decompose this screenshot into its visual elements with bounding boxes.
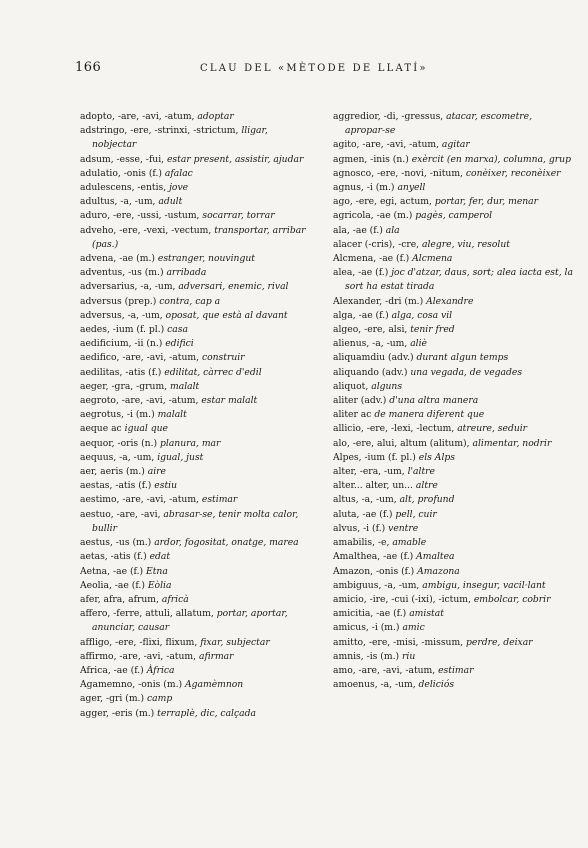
entry-definition: anyell [397,182,426,194]
dictionary-entry [333,337,573,351]
entry-headword: aliquamdiu (adv.) [333,352,417,364]
entry-headword: aestas, -atis (f.) [80,480,155,492]
dictionary-entry [333,437,573,451]
dictionary-entry [80,536,315,550]
entry-definition: Amaltea [416,551,455,563]
entry-definition: arribada [166,267,207,279]
entry-definition: pell, cuir [395,508,437,520]
entry-definition: portar, fer, dur, menar [434,196,539,208]
dictionary-entry [333,493,573,507]
dictionary-entry [80,280,315,294]
dictionary-entry [333,451,573,465]
entry-headword: aliter (adv.) [333,395,390,407]
entry-headword: ago, -ere, egi, actum, [333,196,435,208]
entry-headword: agger, -eris (m.) [80,707,158,719]
dictionary-entry [333,138,573,152]
dictionary-entry [333,209,573,223]
entry-definition: amistat [409,608,444,620]
entry-headword: alga, -ae (f.) [333,309,392,321]
entry-definition: malalt [157,409,187,421]
entry-definition: Alexandre [426,295,474,307]
dictionary-entry [80,408,315,422]
entry-definition: l'altre [407,466,435,478]
entry-headword: ambiguus, -a, -um, [333,579,423,591]
entry-definition: edilitat, càrrec d'edil [164,366,262,378]
entry-headword: amitto, -ere, -misi, -missum, [333,636,466,648]
entry-definition: Àfrica [146,664,175,676]
entry-definition: ambigu, insegur, vacil·lant [422,579,546,591]
entry-headword: algeo, -ere, alsi, [333,324,411,336]
dictionary-entry [333,380,573,394]
dictionary-entry [333,351,573,365]
entry-definition: ardor, fogositat, onatge, marea [154,537,299,549]
dictionary-entry [80,209,315,223]
entry-headword: alienus, -a, -um, [333,338,411,350]
dictionary-entry [80,422,315,436]
entry-headword: aduro, -ere, -ussi, -ustum, [80,210,203,222]
entry-headword: Alexander, -dri (m.) [333,295,427,307]
right-column [333,110,573,692]
entry-definition: aliè [410,338,427,350]
entry-headword: adventus, -us (m.) [80,267,167,279]
entry-headword: Amazon, -onis (f.) [333,565,418,577]
entry-headword: adsum, -esse, -fui, [80,153,167,165]
entry-definition: deliciós [418,679,455,691]
entry-definition: riu [402,650,416,662]
dictionary-entry [333,565,573,579]
dictionary-entry [333,394,573,408]
entry-definition: socarrar, torrar [202,210,275,222]
dictionary-entry [333,650,573,664]
entry-definition: alegre, viu, resolut [422,238,510,250]
entry-definition: edat [149,551,171,563]
entry-definition: altre [415,480,438,492]
entry-headword: amicitia, -ae (f.) [333,608,410,620]
entry-definition: abrasar-se, tenir molta calor, bullir [92,508,299,534]
entry-headword: amnis, -is (m.) [333,650,403,662]
entry-headword: adulatio, -onis (f.) [80,167,165,179]
dictionary-entry [333,678,573,692]
dictionary-entry [80,565,315,579]
dictionary-entry [80,181,315,195]
dictionary-entry [80,153,315,167]
left-column [80,110,315,721]
dictionary-entry [80,692,315,706]
entry-headword: amo, -are, -avi, -atum, [333,664,439,676]
dictionary-entry [80,124,315,152]
dictionary-entry [333,636,573,650]
entry-headword: aestus, -us (m.) [80,537,155,549]
dictionary-entry [333,153,573,167]
dictionary-entry [333,266,573,294]
dictionary-entry [80,493,315,507]
entry-definition: igual, just [157,451,204,463]
entry-definition: jove [169,182,189,194]
dictionary-entry [333,110,573,138]
entry-definition: amic [402,622,425,634]
dictionary-entry [80,451,315,465]
entry-headword: amicio, -ire, -cui (-ixi), -ictum, [333,593,474,605]
entry-definition: adoptar [197,111,234,122]
entry-headword: adversus, -a, -um, [80,309,166,321]
dictionary-entry [80,707,315,721]
dictionary-entry [80,295,315,309]
entry-headword: affligo, -ere, -flixi, flixum, [80,636,201,648]
entry-definition: pagès, camperol [415,210,493,222]
page-number: 166 [75,60,102,75]
entry-headword: aedificium, -ii (n.) [80,338,166,350]
dictionary-entry [333,195,573,209]
dictionary-entry [333,295,573,309]
dictionary-entry [80,195,315,209]
entry-definition: malalt [170,380,200,392]
entry-headword: afer, afra, afrum, [80,593,162,605]
entry-definition: agitar [441,139,470,151]
entry-headword: aegroto, -are, -avi, -atum, [80,395,202,407]
entry-headword: aluta, -ae (f.) [333,508,396,520]
dictionary-entry [80,167,315,181]
entry-headword: aedifico, -are, -avi, -atum, [80,352,202,364]
entry-definition: lligar, nobjectar [92,125,268,151]
dictionary-entry [333,252,573,266]
entry-headword: alvus, -i (f.) [333,522,389,534]
entry-definition: d'una altra manera [389,395,479,407]
dictionary-entry [333,224,573,238]
entry-headword: altus, -a, -um, [333,494,400,506]
entry-headword: Alcmena, -ae (f.) [333,253,413,265]
dictionary-entry [80,309,315,323]
entry-definition: joc d'atzar, daus, sort; alea iacta est, la sort ha estat tirada [345,267,573,293]
entry-definition: els Alps [418,451,455,463]
entry-headword: aer, aeris (m.) [80,466,148,478]
dictionary-entry [80,437,315,451]
dictionary-entry [333,181,573,195]
dictionary-entry [80,579,315,593]
entry-definition: ventre [388,522,419,534]
entry-definition: afirmar [198,650,234,662]
entry-definition: alga, cosa vil [391,309,453,321]
entry-definition: amable [392,537,427,549]
entry-headword: amabilis, -e, [333,537,393,549]
entry-headword: adopto, -are, -avi, -atum, [80,111,198,122]
dictionary-entry [333,408,573,422]
entry-headword: amicus, -i (m.) [333,622,403,634]
entry-definition: de manera diferent que [374,409,485,421]
entry-headword: Amalthea, -ae (f.) [333,551,417,563]
dictionary-entry [333,536,573,550]
dictionary-entry [333,366,573,380]
entry-headword: advena, -ae (m.) [80,253,158,265]
entry-headword: aegrotus, -i (m.) [80,409,158,421]
dictionary-entry [333,479,573,493]
entry-headword: aliquando (adv.) [333,366,411,378]
dictionary-entry [80,465,315,479]
dictionary-entry [333,593,573,607]
entry-headword: agnus, -i (m.) [333,182,398,194]
entry-headword: affero, -ferre, attuli, allatum, [80,608,217,620]
entry-headword: aestuo, -are, -avi, [80,508,164,520]
entry-headword: Aetna, -ae (f.) [80,565,147,577]
entry-headword: ala, -ae (f.) [333,224,386,236]
dictionary-entry [80,252,315,266]
entry-headword: alter, -era, -um, [333,466,408,478]
entry-headword: adversus (prep.) [80,295,160,307]
entry-headword: aliquot, [333,380,372,392]
entry-headword: adstringo, -ere, -strinxi, -strictum, [80,125,242,137]
entry-definition: adult [158,196,183,208]
entry-definition: fixar, subjectar [200,636,270,648]
dictionary-entry [80,550,315,564]
entry-headword: adversarius, -a, -um, [80,281,179,293]
dictionary-entry [80,650,315,664]
entry-definition: igual que [124,423,168,435]
dictionary-entry [80,607,315,635]
dictionary-entry [333,508,573,522]
dictionary-entry [80,380,315,394]
dictionary-entry [80,636,315,650]
entry-headword: agito, -are, -avi, -atum, [333,139,442,151]
entry-definition: estimar [201,494,238,506]
entry-definition: transportar, arribar (pas.) [92,224,306,250]
dictionary-entry [333,607,573,621]
entry-definition: oposat, que està al davant [165,309,288,321]
entry-headword: aedes, -ium (f. pl.) [80,324,168,336]
entry-definition: afalac [164,167,193,179]
running-head: CLAU DEL «MÈTODE DE LLATÍ» [200,63,428,74]
entry-headword: affirmo, -are, -avi, -atum, [80,650,199,662]
entry-definition: adversari, enemic, rival [178,281,289,293]
entry-definition: alt, profund [399,494,455,506]
entry-definition: estranger, nouvingut [157,253,255,265]
entry-headword: Africa, -ae (f.) [80,664,147,676]
entry-definition: estar present, assistir, ajudar [167,153,304,165]
entry-definition: exèrcit (en marxa), columna, grup [411,153,571,165]
dictionary-entry [80,394,315,408]
entry-definition: tenir fred [410,324,455,336]
dictionary-entry [80,479,315,493]
entry-headword: aestimo, -are, -avi, -atum, [80,494,202,506]
dictionary-entry [333,579,573,593]
entry-headword: agricola, -ae (m.) [333,210,416,222]
entry-headword: Aeolia, -ae (f.) [80,579,148,591]
entry-headword: aequus, -a, -um, [80,451,158,463]
entry-headword: allicio, -ere, -lexi, -lectum, [333,423,458,435]
entry-headword: Agamemno, -onis (m.) [80,679,185,691]
entry-headword: amoenus, -a, -um, [333,679,419,691]
entry-headword: agnosco, -ere, -novi, -nitum, [333,167,466,179]
entry-headword: adultus, -a, -um, [80,196,159,208]
entry-definition: estimar [438,664,474,676]
dictionary-entry [333,238,573,252]
dictionary-entry [80,323,315,337]
entry-definition: edifici [165,338,194,350]
entry-definition: alimentar, nodrir [472,437,552,449]
dictionary-entry [333,664,573,678]
dictionary-entry [80,678,315,692]
entry-definition: terraplè, dic, calçada [157,707,256,719]
entry-headword: aetas, -atis (f.) [80,551,150,563]
entry-headword: adulescens, -entis, [80,182,170,194]
entry-headword: alo, -ere, alui, altum (alitum), [333,437,473,449]
entry-headword: aedilitas, -atis (f.) [80,366,165,378]
dictionary-entry [333,465,573,479]
entry-definition: embolcar, cobrir [473,593,551,605]
entry-definition: portar, aportar, anunciar, causar [92,608,288,634]
entry-headword: aeque ac [80,423,125,435]
entry-definition: construir [201,352,245,364]
dictionary-entry [80,366,315,380]
entry-definition: Agamèmnon [185,679,244,691]
entry-definition: atacar, escometre, apropar-se [345,111,533,137]
entry-headword: ager, -gri (m.) [80,693,147,705]
dictionary-entry [333,621,573,635]
dictionary-entry [333,309,573,323]
entry-definition: perdre, deixar [466,636,533,648]
entry-definition: Alcmena [412,253,453,265]
dictionary-entry [80,351,315,365]
entry-headword: aequor, -oris (n.) [80,437,160,449]
dictionary-entry [80,224,315,252]
dictionary-entry [80,593,315,607]
entry-definition: camp [146,693,173,705]
entry-headword: adveho, -ere, -vexi, -vectum, [80,224,215,236]
dictionary-entry [333,422,573,436]
entry-headword: aeger, -gra, -grum, [80,380,170,392]
dictionary-entry [80,508,315,536]
entry-headword: Alpes, -ium (f. pl.) [333,451,419,463]
dictionary-entry [333,323,573,337]
entry-definition: Amazona [417,565,460,577]
dictionary-entry [80,110,315,124]
entry-definition: aire [147,466,166,478]
entry-headword: alacer (-cris), -cre, [333,238,423,250]
entry-definition: durant algun temps [416,352,509,364]
entry-definition: ala [385,224,400,236]
entry-headword: aggredior, -di, -gressus, [333,111,447,122]
dictionary-entry [80,266,315,280]
entry-definition: Eòlia [147,579,172,591]
entry-definition: estar malalt [201,395,258,407]
dictionary-entry [333,167,573,181]
dictionary-entry [333,522,573,536]
entry-definition: Etna [146,565,168,577]
dictionary-entry [80,664,315,678]
entry-definition: africà [161,593,189,605]
entry-headword: alter... alter, un... [333,480,416,492]
entry-definition: planura, mar [160,437,221,449]
dictionary-entry [80,337,315,351]
entry-definition: atreure, seduir [457,423,528,435]
entry-definition: alguns [371,380,403,392]
entry-definition: casa [167,324,188,336]
entry-headword: aliter ac [333,409,375,421]
dictionary-entry [333,550,573,564]
entry-definition: una vegada, de vegades [410,366,523,378]
entry-definition: conèixer, reconèixer [465,167,561,179]
entry-headword: alea, -ae (f.) [333,267,392,279]
entry-headword: agmen, -inis (n.) [333,153,412,165]
entry-definition: contra, cap a [159,295,221,307]
entry-definition: estiu [154,480,177,492]
